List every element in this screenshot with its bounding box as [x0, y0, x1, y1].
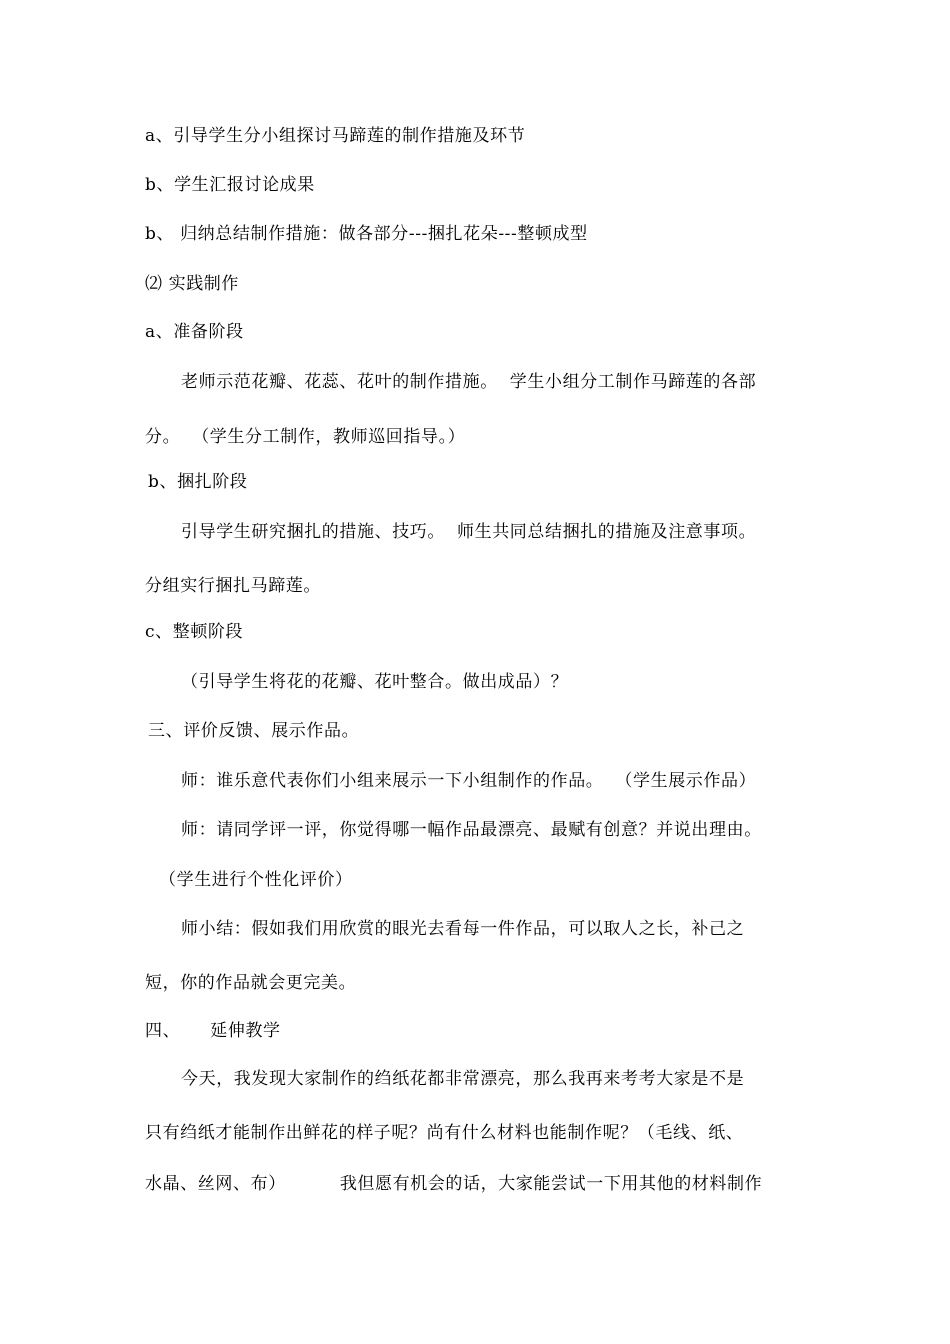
text-line: 师小结：假如我们用欣赏的眼光去看每一件作品，可以取人之长，补己之 — [181, 919, 745, 939]
text-line: 引导学生研究捆扎的措施、技巧。 师生共同总结捆扎的措施及注意事项。 — [181, 522, 757, 542]
text-line: c、整顿阶段 — [145, 622, 244, 642]
text-line: a、引导学生分小组探讨马蹄莲的制作措施及环节 — [145, 126, 526, 146]
text-line: （引导学生将花的花瓣、花叶整合。做出成品）？ — [181, 672, 569, 692]
text-line: （学生进行个性化评价） — [159, 870, 353, 890]
text-line: 水晶、丝网、布） 我但愿有机会的话，大家能尝试一下用其他的材料制作 — [145, 1174, 763, 1194]
text-line: a、准备阶段 — [145, 322, 244, 342]
text-line: 师：谁乐意代表你们小组来展示一下小组制作的作品。 （学生展示作品） — [181, 771, 757, 791]
text-line: 老师示范花瓣、花蕊、花叶的制作措施。 学生小组分工制作马蹄莲的各部 — [181, 372, 757, 392]
text-line: b、捆扎阶段 — [148, 472, 248, 492]
text-line: 只有绉纸才能制作出鲜花的样子呢？尚有什么材料也能制作呢？（毛线、纸、 — [145, 1123, 744, 1143]
text-line: 三、评价反馈、展示作品。 — [148, 721, 360, 741]
text-line: ⑵ 实践制作 — [145, 274, 240, 294]
text-line: 师：请同学评一评，你觉得哪一幅作品最漂亮、最赋有创意？并说出理由。 — [181, 820, 762, 840]
text-line: 短，你的作品就会更完美。 — [145, 973, 357, 993]
text-line: 分。 （学生分工制作，教师巡回指导。） — [145, 427, 466, 447]
text-line: 四、 延伸教学 — [145, 1021, 281, 1041]
text-line: 今天，我发现大家制作的绉纸花都非常漂亮，那么我再来考考大家是不是 — [181, 1069, 745, 1089]
text-line: b、学生汇报讨论成果 — [145, 175, 315, 195]
text-line: b、 归纳总结制作措施：做各部分---捆扎花朵---整顿成型 — [145, 224, 588, 244]
text-line: 分组实行捆扎马蹄莲。 — [145, 576, 321, 596]
